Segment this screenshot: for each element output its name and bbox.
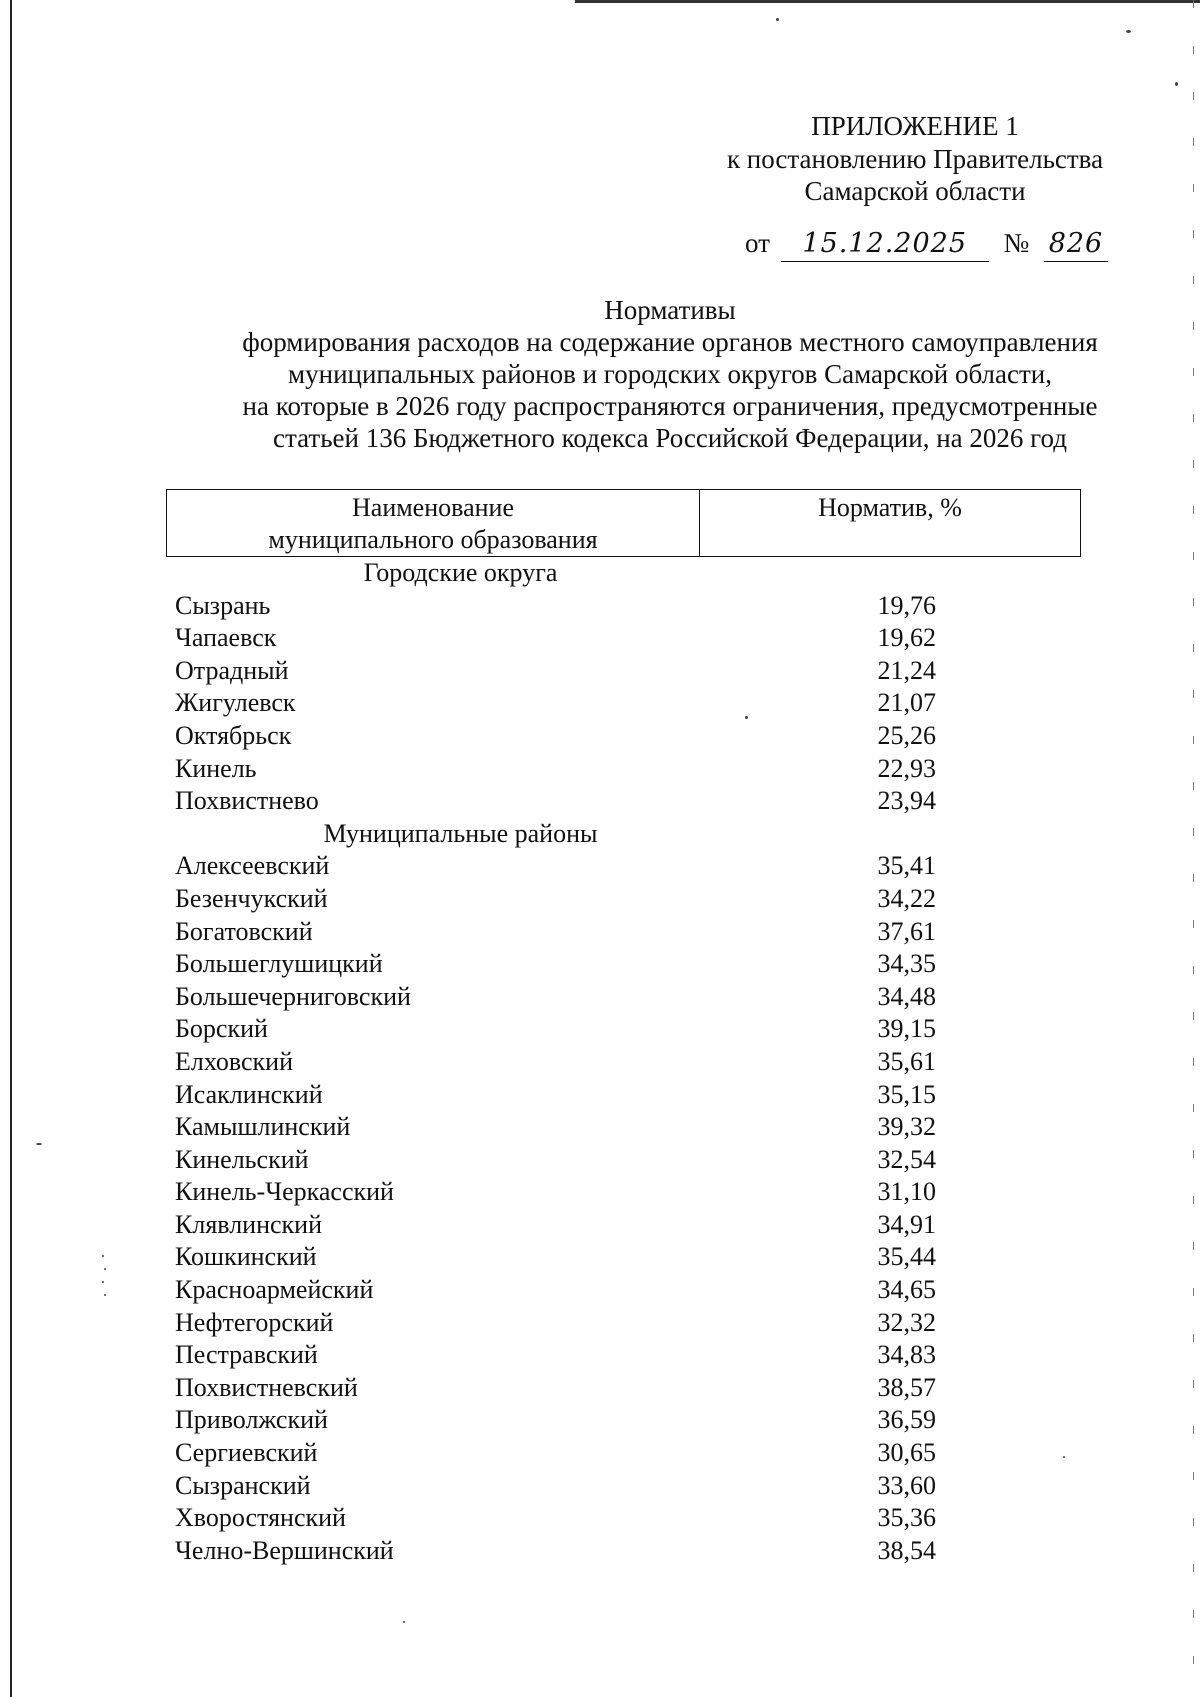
norm-value: 32,32 xyxy=(877,1307,936,1337)
annex-region: Самарской области xyxy=(804,176,1026,206)
norm-value: 30,65 xyxy=(877,1438,936,1468)
header-name-cell xyxy=(167,490,700,556)
norm-value: 38,57 xyxy=(877,1372,936,1402)
norm-value: 35,44 xyxy=(877,1242,936,1272)
document-title xyxy=(130,294,1200,454)
table-row xyxy=(166,883,1081,916)
section-heading: Городские округа xyxy=(363,558,558,587)
table-row xyxy=(166,1535,1081,1568)
table-row xyxy=(166,1176,1081,1209)
table-row xyxy=(166,1404,1081,1437)
norm-value: 19,76 xyxy=(877,590,936,620)
norm-value: 35,61 xyxy=(877,1046,936,1076)
title-line: муниципальных районов и городских округов Самарской области, xyxy=(288,359,1052,389)
municipality-name: Хворостянский xyxy=(175,1503,346,1533)
municipality-name: Похвистневский xyxy=(175,1372,358,1402)
table-row xyxy=(166,1437,1081,1470)
scan-edge-top xyxy=(575,0,1200,3)
table-row xyxy=(166,1502,1081,1535)
municipality-name: Октябрьск xyxy=(175,720,292,750)
header-value-cell: Норматив, % xyxy=(818,493,962,522)
table-row xyxy=(166,753,1081,786)
table-row xyxy=(166,1046,1081,1079)
table-row xyxy=(166,590,1081,623)
scan-speck xyxy=(1175,82,1178,86)
table-row xyxy=(166,916,1081,949)
title-line: статьей 136 Бюджетного кодекса Российской Федерации, на 2026 год xyxy=(273,423,1067,453)
table-row xyxy=(166,655,1081,688)
table-row xyxy=(166,1339,1081,1372)
table-row xyxy=(166,1111,1081,1144)
table-header xyxy=(166,489,1081,557)
table-row xyxy=(166,687,1081,720)
decree-date-number xyxy=(745,226,1108,262)
norm-value: 35,41 xyxy=(877,851,936,881)
municipality-name: Клявлинский xyxy=(175,1209,323,1239)
scan-edge-left xyxy=(10,0,12,1697)
municipality-name: Пестравский xyxy=(175,1340,318,1370)
norm-value: 39,15 xyxy=(877,1014,936,1044)
municipality-name: Кинель-Черкасский xyxy=(175,1177,394,1207)
scan-speck xyxy=(104,1294,106,1296)
annex-reference: к постановлению Правительства xyxy=(726,144,1104,174)
municipality-name: Сызрань xyxy=(175,590,271,620)
municipality-name: Кошкинский xyxy=(175,1242,317,1272)
municipality-name: Жигулевск xyxy=(175,688,296,718)
municipality-name: Челно-Вершинский xyxy=(175,1535,394,1565)
table-row xyxy=(166,1274,1081,1307)
municipality-name: Елховский xyxy=(175,1046,293,1076)
norm-value: 34,22 xyxy=(877,883,936,913)
scan-speck xyxy=(1126,30,1131,33)
municipality-name: Нефтегорский xyxy=(175,1307,334,1337)
municipality-name: Отрадный xyxy=(175,655,289,685)
municipality-name: Камышлинский xyxy=(175,1112,351,1142)
table-row xyxy=(166,1372,1081,1405)
norm-value: 35,15 xyxy=(877,1079,936,1109)
norm-value: 21,24 xyxy=(877,655,936,685)
municipality-name: Кинель xyxy=(175,753,257,783)
municipality-name: Исаклинский xyxy=(175,1079,323,1109)
norm-value: 34,65 xyxy=(877,1275,936,1305)
table-row xyxy=(166,785,1081,818)
norm-value: 21,07 xyxy=(877,688,936,718)
municipality-name: Борский xyxy=(175,1014,268,1044)
scan-speck xyxy=(36,1143,42,1145)
norm-value: 35,36 xyxy=(877,1503,936,1533)
scan-speck xyxy=(776,18,779,21)
decree-number: 826 xyxy=(1044,227,1108,262)
scan-speck xyxy=(102,1281,104,1283)
table-row xyxy=(166,1307,1081,1340)
header-name-line: Наименование xyxy=(352,493,514,522)
decree-date: 15.12.2025 xyxy=(781,227,989,262)
scan-speck xyxy=(403,1621,405,1623)
table-row xyxy=(166,981,1081,1014)
table-row xyxy=(166,622,1081,655)
annex-title: ПРИЛОЖЕНИЕ 1 xyxy=(811,111,1019,141)
norm-value: 34,48 xyxy=(877,981,936,1011)
municipality-name: Безенчукский xyxy=(175,883,328,913)
table-row xyxy=(166,720,1081,753)
municipality-name: Похвистнево xyxy=(175,786,319,816)
scan-speck xyxy=(102,1255,104,1257)
norm-value: 33,60 xyxy=(877,1470,936,1500)
municipality-name: Красноармейский xyxy=(175,1275,374,1305)
norm-value: 19,62 xyxy=(877,623,936,653)
title-line: формирования расходов на содержание органов местного самоуправления xyxy=(242,327,1098,357)
municipality-name: Кинельский xyxy=(175,1144,309,1174)
title-line: на которые в 2026 году распространяются ограничения, предусмотренные xyxy=(242,391,1098,421)
norm-value: 34,91 xyxy=(877,1209,936,1239)
table-row xyxy=(166,1013,1081,1046)
table-row xyxy=(166,1470,1081,1503)
municipality-name: Сызранский xyxy=(175,1470,311,1500)
norm-value: 22,93 xyxy=(877,753,936,783)
table-row xyxy=(166,1144,1081,1177)
section-heading: Муниципальные районы xyxy=(323,818,598,848)
norm-value: 31,10 xyxy=(877,1177,936,1207)
norm-value: 32,54 xyxy=(877,1144,936,1174)
norm-value: 25,26 xyxy=(877,720,936,750)
table-body xyxy=(166,557,1081,1567)
municipality-name: Сергиевский xyxy=(175,1438,318,1468)
decree-prefix: от xyxy=(745,228,770,258)
table-row xyxy=(166,1209,1081,1242)
title-line: Нормативы xyxy=(604,295,736,325)
municipality-name: Большеглушицкий xyxy=(175,949,383,979)
table-row xyxy=(166,850,1081,883)
norm-value: 37,61 xyxy=(877,916,936,946)
norm-value: 34,83 xyxy=(877,1340,936,1370)
norm-value: 39,32 xyxy=(877,1112,936,1142)
municipality-name: Чапаевск xyxy=(175,623,277,653)
table-row xyxy=(166,1241,1081,1274)
table-row xyxy=(166,948,1081,981)
norm-value: 36,59 xyxy=(877,1405,936,1435)
municipality-name: Богатовский xyxy=(175,916,313,946)
municipality-name: Приволжский xyxy=(175,1405,328,1435)
norm-value: 23,94 xyxy=(877,786,936,816)
scan-edge-right xyxy=(1193,0,1194,1697)
norm-value: 34,35 xyxy=(877,949,936,979)
municipality-name: Алексеевский xyxy=(175,851,330,881)
municipality-name: Большечерниговский xyxy=(175,981,411,1011)
scan-speck xyxy=(104,1268,106,1270)
decree-number-sign: № xyxy=(1003,228,1030,258)
table-row xyxy=(166,1079,1081,1112)
norm-value: 38,54 xyxy=(877,1535,936,1565)
header-name-line: муниципального образования xyxy=(268,525,598,554)
